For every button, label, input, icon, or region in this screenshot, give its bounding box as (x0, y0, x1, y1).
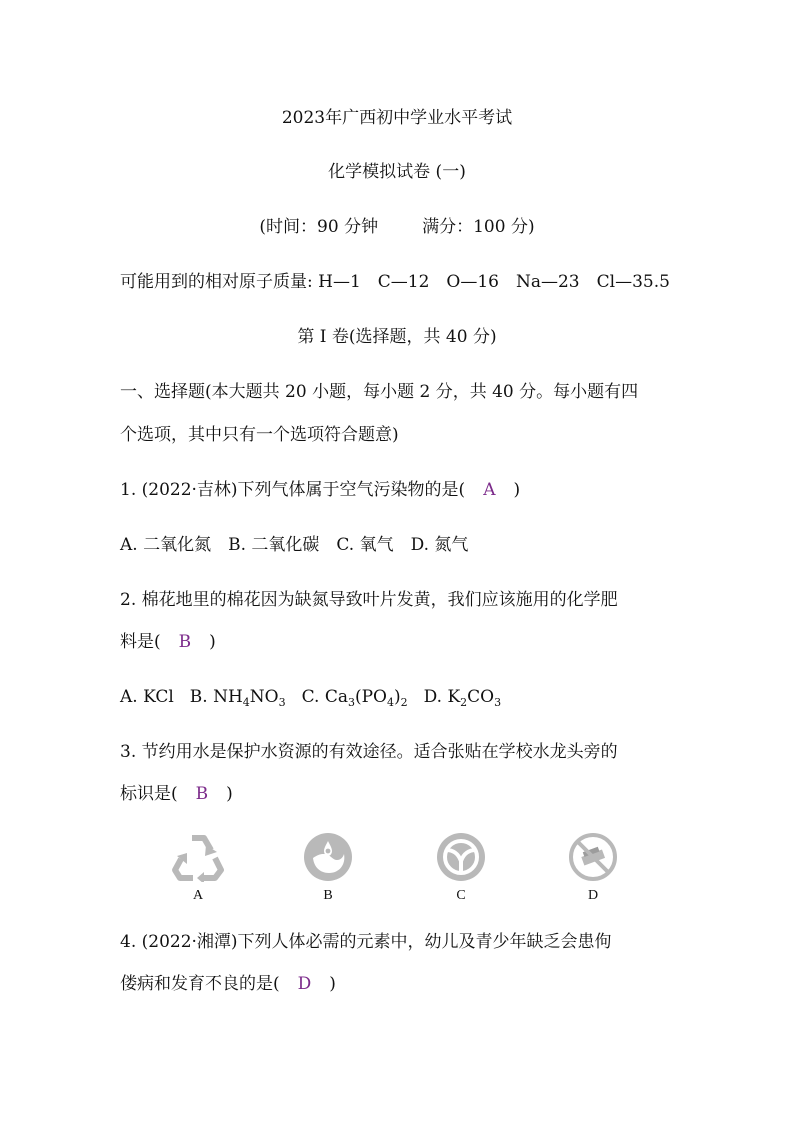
question-1-stem (120, 479, 520, 501)
option-c: C. $Ca_3(PO_4)_2$ (301, 687, 408, 709)
question-3-answer: B (195, 784, 209, 804)
recycle-icon (168, 832, 228, 886)
option-b: B. $NH_4NO_3$ (189, 687, 286, 709)
question-2-close: ) (209, 632, 216, 652)
question-1-text: 1. (2022·吉林)下列气体属于空气污染物的是( (120, 480, 466, 500)
question-3-close: ) (226, 784, 233, 804)
question-1-close: ) (513, 480, 521, 500)
question-2-stem-line1: 2. 棉花地里的棉花因为缺氮导致叶片发黄，我们应该施用的化学肥 (120, 590, 618, 610)
exam-title: 2023年广西初中学业水平考试 (281, 108, 513, 128)
question-2-text: 料是( (120, 632, 161, 652)
score-info: 满分：100 分) (422, 217, 535, 237)
exam-subtitle: 化学模拟试卷 (一) (328, 162, 466, 182)
question-2-answer: B (178, 632, 192, 652)
icon-label-c: C (456, 888, 466, 903)
question-3-stem-line2 (120, 783, 233, 805)
icon-label-d: D (587, 888, 599, 903)
question-4-answer: D (297, 974, 312, 994)
question-4-stem-line2 (120, 973, 336, 995)
icon-label-b: B (323, 888, 333, 903)
question-3-stem-line1: 3. 节约用水是保护水资源的有效途径。适合张贴在学校水龙头旁的 (120, 742, 618, 762)
no-smoking-icon (563, 832, 623, 886)
atomic-masses: 可能用到的相对原子质量: H—1 C—12 O—16 Na—23 Cl—35.5 (120, 272, 670, 292)
section-instruction-line2: 个选项，其中只有一个选项符合题意) (120, 425, 399, 445)
question-4-stem-line1: 4. (2022·湘潭)下列人体必需的元素中，幼儿及青少年缺乏会患佝 (120, 932, 612, 952)
question-4-close: ) (329, 974, 336, 994)
option-a: A. KCl (120, 687, 174, 707)
icon-label-a: A (192, 888, 204, 903)
question-1-answer: A (483, 480, 496, 500)
question-3-text: 标识是( (120, 784, 178, 804)
question-4-text: 偻病和发育不良的是( (120, 974, 280, 994)
green-food-icon (431, 832, 491, 886)
question-2-stem-line2 (120, 631, 216, 653)
question-1-options: A. 二氧化氮 B. 二氧化碳 C. 氧气 D. 氮气 (120, 535, 469, 555)
option-d: D. $K_2CO_3$ (423, 687, 502, 709)
time-info: (时间：90 分钟 (259, 217, 379, 237)
exam-time-score (0, 216, 794, 238)
section-instruction-line1: 一、选择题(本大题共 20 小题，每小题 2 分，共 40 分。每小题有四 (120, 382, 639, 402)
question-2-options (120, 686, 501, 708)
volume-title: 第 I 卷(选择题，共 40 分) (297, 327, 497, 347)
water-saving-icon (298, 832, 358, 886)
